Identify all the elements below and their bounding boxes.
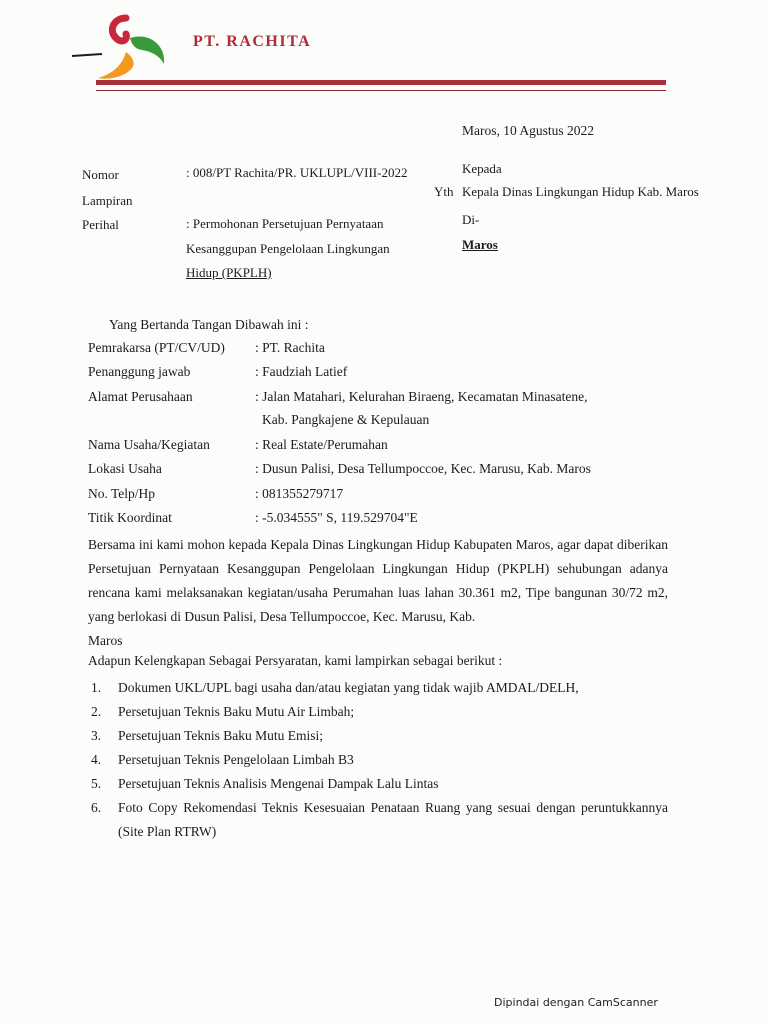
list-item-text: Persetujuan Teknis Pengelolaan Limbah B3: [118, 752, 354, 767]
list-item-number: 3.: [91, 728, 102, 743]
field-value: : PT. Rachita: [255, 340, 325, 355]
list-item-text: Foto Copy Rekomendasi Teknis Kesesuaian Penataan Ruang yang sesuai dengan peruntukkannya (Site Plan RTRW): [118, 800, 668, 839]
field-label: Penanggung jawab: [88, 364, 191, 379]
list-item-number: 5.: [91, 776, 102, 791]
recipient-place: Maros: [462, 237, 498, 252]
recipient-di: Di-: [462, 212, 480, 227]
field-value: : Real Estate/Perumahan: [255, 437, 388, 452]
attachments-intro: Adapun Kelengkapan Sebagai Persyaratan, kami lampirkan sebagai berikut :: [88, 653, 503, 668]
list-item: [88, 748, 668, 772]
field-value: : Jalan Matahari, Kelurahan Biraeng, Kecamatan Minasatene,: [255, 389, 588, 404]
field-label: Lokasi Usaha: [88, 461, 162, 476]
nomor-label: Nomor: [82, 167, 119, 182]
field-value: : 081355279717: [255, 486, 344, 501]
field-value: : -5.034555" S, 119.529704"E: [255, 510, 418, 525]
body-paragraph: [88, 533, 668, 653]
list-item-number: 6.: [91, 800, 102, 815]
body-paragraph-last: Maros: [88, 633, 123, 648]
list-item-number: 4.: [91, 752, 102, 767]
body-paragraph-text: Bersama ini kami mohon kepada Kepala Dinas Lingkungan Hidup Kabupaten Maros, agar dapat diberikan Persetujuan Pernyataan Kesanggupan Pengelolaan Lingkungan Hidup (PKPLH) sehubungan adanya rencana kami melaksanakan kegiatan/usaha Perumahan luas lahan 30.361 m2, Tipe bangunan 30/72 m2, yang berlokasi di Dusun Palisi, Desa Tellumpoccoe, Kec. Marusu, Kab.: [88, 537, 668, 624]
list-item: [88, 676, 668, 700]
company-logo-icon: [66, 8, 178, 88]
perihal-line: Kesanggupan Pengelolaan Lingkungan: [186, 241, 390, 256]
field-label: Nama Usaha/Kegiatan: [88, 437, 210, 452]
list-item-text: Persetujuan Teknis Baku Mutu Air Limbah;: [118, 704, 355, 719]
letterhead-rule-thin: [96, 90, 666, 91]
letter-date: Maros, 10 Agustus 2022: [462, 123, 595, 138]
perihal-line: : Permohonan Persetujuan Pernyataan: [186, 216, 384, 231]
list-item: [88, 724, 668, 748]
attachments-list: [88, 676, 668, 844]
scanner-watermark: Dipindai dengan CamScanner: [494, 996, 658, 1009]
list-item-number: 1.: [91, 680, 102, 695]
list-item: [88, 700, 668, 724]
perihal-line: Hidup (PKPLH): [186, 265, 272, 280]
list-item: [88, 772, 668, 796]
recipient-yth: Yth: [434, 184, 454, 199]
list-item: [88, 796, 668, 844]
recipient-kepada: Kepada: [462, 161, 502, 176]
company-name: PT. RACHITA: [193, 33, 312, 50]
field-label: No. Telp/Hp: [88, 486, 156, 501]
list-item-text: Dokumen UKL/UPL bagi usaha dan/atau kegiatan yang tidak wajib AMDAL/DELH,: [118, 680, 579, 695]
list-item-number: 2.: [91, 704, 102, 719]
recipient-name: Kepala Dinas Lingkungan Hidup Kab. Maros: [462, 184, 699, 199]
field-label: Titik Koordinat: [88, 510, 172, 525]
list-item-text: Persetujuan Teknis Baku Mutu Emisi;: [118, 728, 324, 743]
perihal-label: Perihal: [82, 217, 119, 232]
field-label: Alamat Perusahaan: [88, 389, 193, 404]
field-value-continued: Kab. Pangkajene & Kepulauan: [262, 412, 430, 427]
lampiran-label: Lampiran: [82, 193, 133, 208]
field-value: : Faudziah Latief: [255, 364, 348, 379]
field-label: Pemrakarsa (PT/CV/UD): [88, 340, 225, 355]
intro-line: Yang Bertanda Tangan Dibawah ini :: [109, 317, 309, 332]
nomor-value: : 008/PT Rachita/PR. UKLUPL/VIII-2022: [186, 165, 408, 180]
field-value: : Dusun Palisi, Desa Tellumpoccoe, Kec. Marusu, Kab. Maros: [255, 461, 591, 476]
letterhead-rule: [96, 80, 666, 85]
list-item-text: Persetujuan Teknis Analisis Mengenai Dampak Lalu Lintas: [118, 776, 439, 791]
